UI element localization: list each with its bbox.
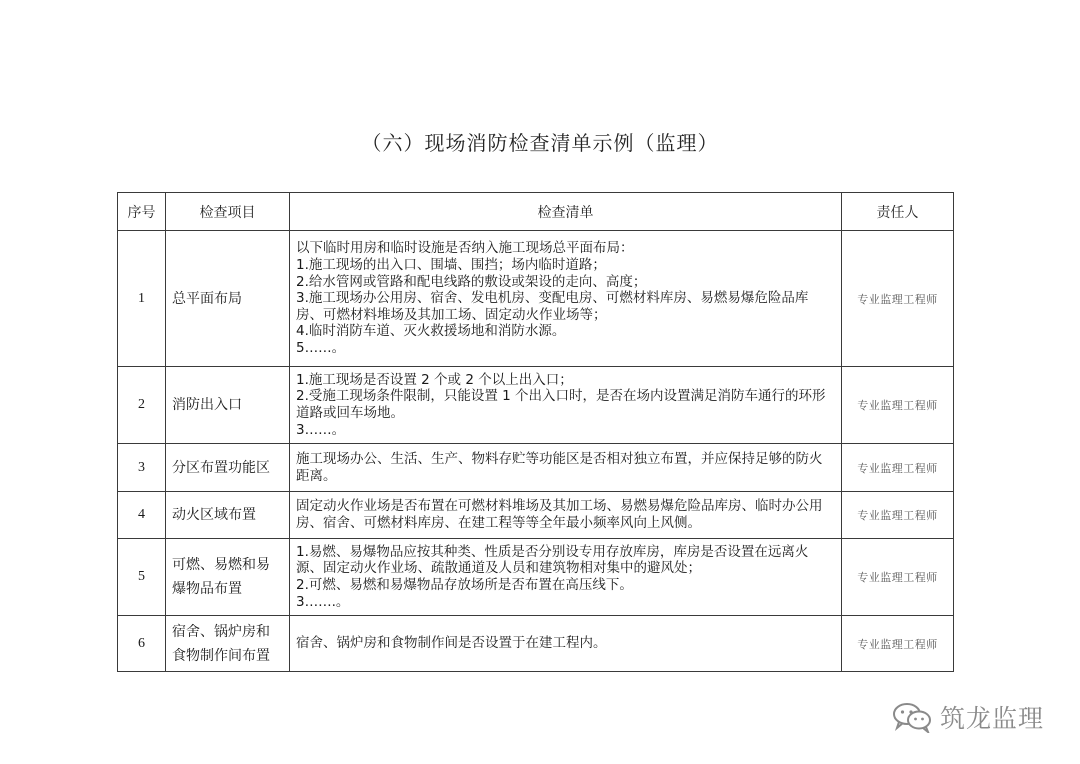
checklist-line: 4.临时消防车道、灭火救援场地和消防水源。: [296, 323, 566, 340]
row-number: 1: [118, 231, 166, 367]
checklist-line: 固定动火作业场是否布置在可燃材料堆场及其加工场、易燃易爆危险品库房、临时办公用房、宿舍、可燃材料库房、在建工程等等全年最小频率风向上风侧。: [296, 498, 823, 531]
checklist-line: 1.施工现场是否设置 2 个或 2 个以上出入口；: [296, 371, 573, 388]
header-responsible: 责任人: [842, 193, 954, 231]
checklist-line: 2.可燃、易燃和易爆物品存放场所是否布置在高压线下。: [296, 577, 633, 593]
checklist-content: [290, 616, 842, 672]
checklist-line: 5……。: [296, 339, 346, 356]
checklist-line: 宿舍、锅炉房和食物制作间是否设置于在建工程内。: [296, 635, 607, 652]
table-row: [118, 539, 954, 616]
responsible-person: 专业监理工程师: [842, 444, 954, 492]
check-item: 消防出入口: [166, 367, 290, 444]
responsible-person: 专业监理工程师: [842, 492, 954, 539]
responsible-person: 专业监理工程师: [842, 367, 954, 444]
table-row: [118, 367, 954, 444]
header-item: 检查项目: [166, 193, 290, 231]
wechat-icon: [890, 701, 934, 733]
check-item: 宿舍、锅炉房和食物制作间布置: [166, 616, 290, 672]
checklist-content: [290, 367, 842, 444]
responsible-person: 专业监理工程师: [842, 616, 954, 672]
checklist-line: 以下临时用房和临时设施是否纳入施工现场总平面布局：: [296, 240, 634, 257]
row-number: 5: [118, 539, 166, 616]
checklist-content: [290, 444, 842, 492]
table-row: [118, 492, 954, 539]
check-item: 分区布置功能区: [166, 444, 290, 492]
checklist-line: 1.施工现场的出入口、围墙、围挡；场内临时道路；: [296, 257, 606, 274]
checklist-content: [290, 492, 842, 539]
row-number: 2: [118, 367, 166, 444]
header-list: 检查清单: [290, 193, 842, 231]
table-row: [118, 616, 954, 672]
checklist-line: 2.给水管网或管路和配电线路的敷设或架设的走向、高度；: [296, 273, 647, 290]
table-row: [118, 231, 954, 367]
row-number: 6: [118, 616, 166, 672]
checklist-content: [290, 539, 842, 616]
fire-inspection-table: [117, 192, 954, 672]
checklist-line: 3.施工现场办公用房、宿舍、发电机房、变配电房、可燃材料库房、易燃易爆危险品库房、可燃材料堆场及其加工场、固定动火作业场等；: [296, 290, 809, 323]
row-number: 3: [118, 444, 166, 492]
responsible-person: 专业监理工程师: [842, 539, 954, 616]
checklist-line: 3……。: [296, 421, 346, 438]
header-no: 序号: [118, 193, 166, 231]
row-number: 4: [118, 492, 166, 539]
checklist-line: 3…….。: [296, 593, 350, 610]
check-item: 总平面布局: [166, 231, 290, 367]
checklist-content: [290, 231, 842, 367]
page-title: （六）现场消防检查清单示例（监理）: [361, 131, 719, 155]
checklist-line: 1.易燃、易爆物品应按其种类、性质是否分别设专用存放库房，库房是否设置在远离火源、固定动火作业场、疏散通道及人员和建筑物相对集中的避风处；: [296, 543, 809, 577]
responsible-person: 专业监理工程师: [842, 231, 954, 367]
table-row: [118, 444, 954, 492]
watermark-text: 筑龙监理: [940, 704, 1045, 733]
watermark: [890, 700, 1044, 734]
check-item: 可燃、易燃和易爆物品布置: [166, 539, 290, 616]
table-header-row: [118, 193, 954, 231]
checklist-line: 2.受施工现场条件限制，只能设置 1 个出入口时，是否在场内设置满足消防车通行的环形道路或回车场地。: [296, 388, 826, 421]
checklist-line: 施工现场办公、生活、生产、物料存贮等功能区是否相对独立布置，并应保持足够的防火距离。: [296, 450, 823, 484]
check-item: 动火区域布置: [166, 492, 290, 539]
